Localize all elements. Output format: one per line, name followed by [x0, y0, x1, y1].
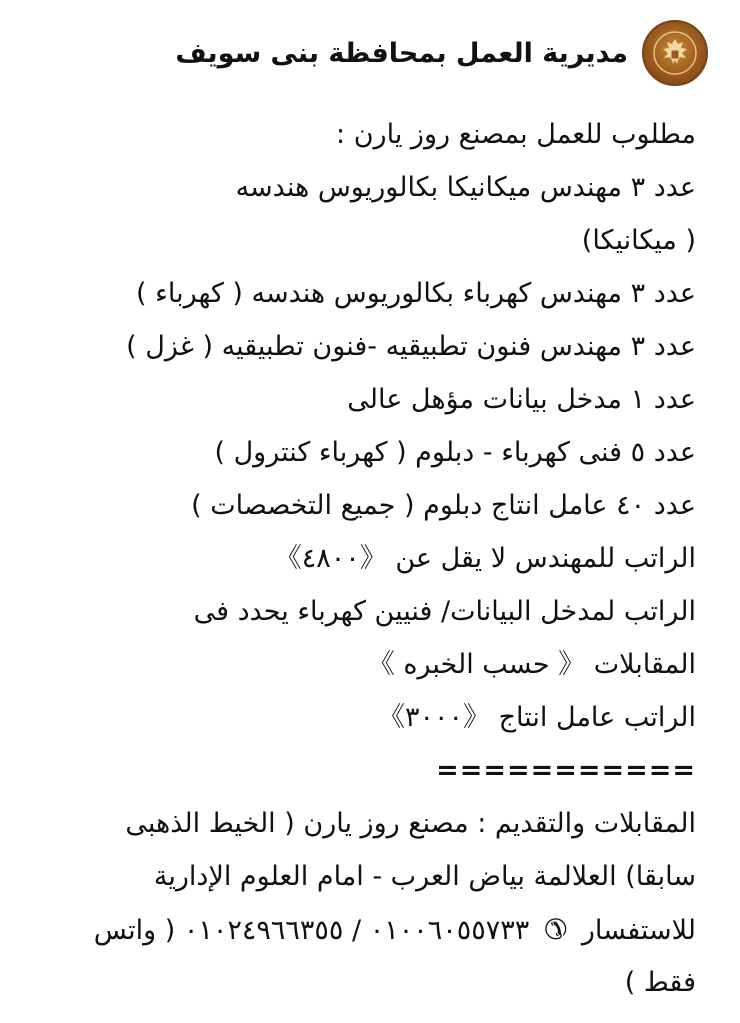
salary-line: الراتب لمدخل البيانات/ فنيين كهرباء يحدد فى: [193, 596, 696, 627]
inquiry-label: للاستفسار: [581, 915, 696, 946]
egypt-eagle-emblem-icon: [642, 20, 708, 86]
list-item: ( ميكانيكا): [581, 225, 696, 256]
salary-line: المقابلات 《 حسب الخبره 》: [367, 649, 696, 680]
list-item: عدد ٣ مهندس كهرباء بكالوريوس هندسه ( كهرباء ): [136, 278, 696, 309]
address-line: المقابلات والتقديم : مصنع روز يارن ( الخيط الذهبى: [125, 808, 696, 839]
list-item: عدد ٣ مهندس ميكانيكا بكالوريوس هندسه: [235, 172, 696, 203]
list-item: عدد ١ مدخل بيانات مؤهل عالى: [347, 384, 696, 415]
salary-line: الراتب عامل انتاج 《٣٠٠٠》: [378, 702, 696, 733]
announcement-body: [16, 108, 696, 1009]
contact-line-end: فقط ): [624, 967, 696, 998]
separator: ===========: [436, 755, 696, 786]
phone-numbers: ٠١٠٠٦٠٥٥٧٣٣ / ٠١٠٢٤٩٦٦٣٥٥ ( واتس: [93, 915, 530, 946]
page-title: مديرية العمل بمحافظة بنى سويف: [175, 37, 628, 69]
salary-line: الراتب للمهندس لا يقل عن 《٤٨٠٠》: [274, 543, 696, 574]
intro-line: مطلوب للعمل بمصنع روز يارن :: [336, 119, 696, 150]
contact-line: [16, 903, 696, 956]
list-item: عدد ٤٠ عامل انتاج دبلوم ( جميع التخصصات ): [191, 490, 696, 521]
list-item: عدد ٣ مهندس فنون تطبيقيه -فنون تطبيقيه ( غزل ): [126, 331, 696, 362]
header: [175, 18, 708, 88]
telephone-icon: ✆: [543, 913, 568, 946]
address-line: سابقا) العلالمة بياض العرب - امام العلوم الإدارية: [153, 861, 696, 892]
list-item: عدد ٥ فنى كهرباء - دبلوم ( كهرباء كنترول ): [214, 437, 696, 468]
